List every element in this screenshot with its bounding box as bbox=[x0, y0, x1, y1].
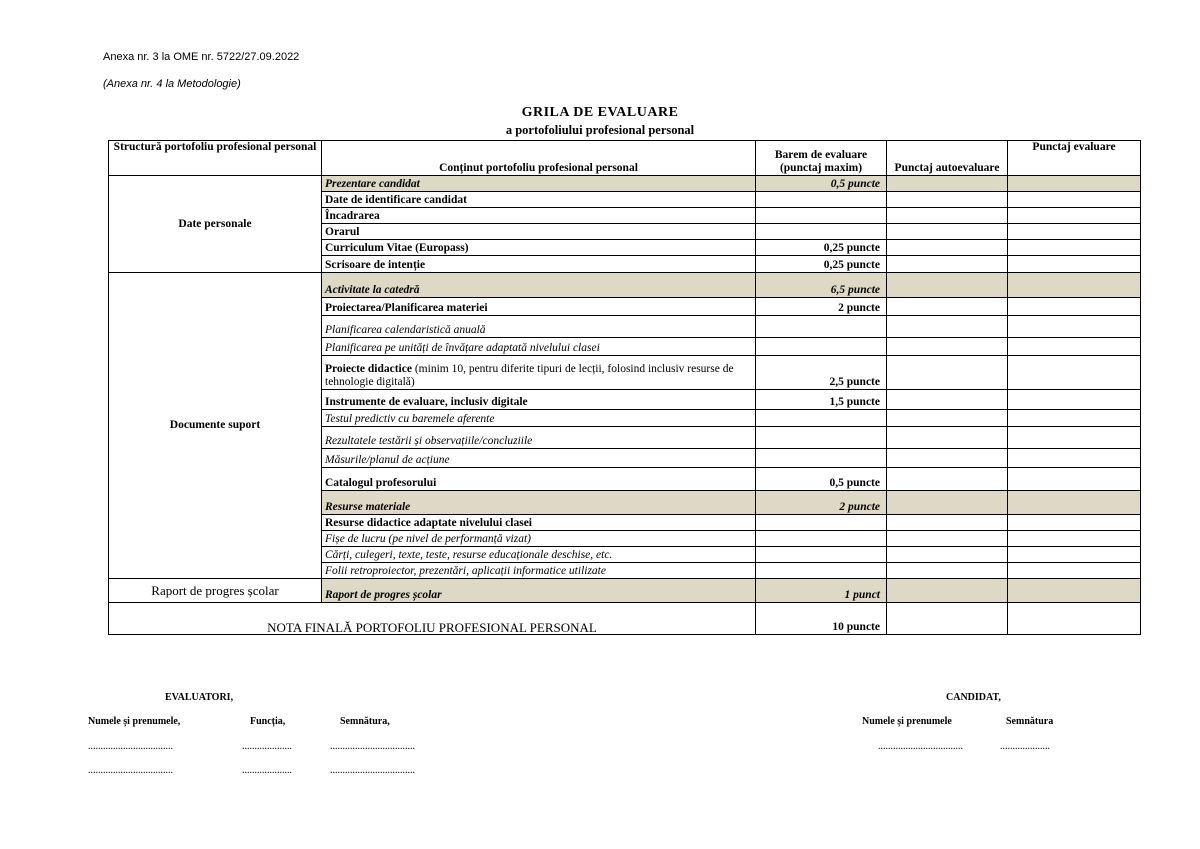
table-row bbox=[109, 273, 1141, 298]
eval-score-cell[interactable] bbox=[1008, 356, 1141, 390]
eval-score-cell[interactable] bbox=[1008, 240, 1141, 256]
row-text: Scrisoare de intenție bbox=[322, 256, 756, 273]
row-text: Orarul bbox=[322, 224, 756, 240]
eval-score-cell[interactable] bbox=[1008, 208, 1141, 224]
final-row bbox=[109, 603, 1141, 635]
eval-score-cell[interactable] bbox=[1008, 563, 1141, 579]
row-points bbox=[756, 208, 887, 224]
row-points: 1,5 puncte bbox=[756, 390, 887, 410]
eval-score-cell[interactable] bbox=[1008, 338, 1141, 356]
row-text: Catalogul profesorului bbox=[322, 468, 756, 491]
final-eval-score-cell[interactable] bbox=[1008, 603, 1141, 635]
eval-score-cell[interactable] bbox=[1008, 273, 1141, 298]
row-text: Resurse materiale bbox=[322, 491, 756, 515]
self-score-cell[interactable] bbox=[887, 298, 1008, 316]
eval-score-cell[interactable] bbox=[1008, 468, 1141, 491]
eval-score-cell[interactable] bbox=[1008, 427, 1141, 449]
row-points: 6,5 puncte bbox=[756, 273, 887, 298]
row-points bbox=[756, 224, 887, 240]
row-points: 0,5 puncte bbox=[756, 468, 887, 491]
row-text: Resurse didactice adaptate nivelului clasei bbox=[322, 515, 756, 531]
final-self-score-cell[interactable] bbox=[887, 603, 1008, 635]
evaluator-1-name-field[interactable]: .................................. bbox=[88, 741, 173, 752]
column-header-barem: Barem de evaluare (punctaj maxim) bbox=[756, 141, 887, 176]
row-points: 1 punct bbox=[756, 579, 887, 603]
page-title: GRILA DE EVALUARE bbox=[521, 105, 679, 120]
evaluator-2-signature-field[interactable]: .................................. bbox=[330, 765, 415, 776]
evaluator-1-signature-field[interactable]: .................................. bbox=[330, 741, 415, 752]
eval-score-cell[interactable] bbox=[1008, 449, 1141, 468]
row-points bbox=[756, 410, 887, 427]
evaluator-1-function-field[interactable]: .................... bbox=[242, 741, 292, 752]
evaluation-grid bbox=[108, 140, 1141, 635]
evaluator-function-label: Funcția, bbox=[250, 716, 286, 727]
row-text: Cărți, culegeri, texte, teste, resurse educaționale deschise, etc. bbox=[322, 547, 756, 563]
row-text-didactic-projects bbox=[322, 356, 756, 390]
group-personal-data: Date personale bbox=[109, 176, 322, 273]
eval-score-cell[interactable] bbox=[1008, 176, 1141, 192]
row-points: 2 puncte bbox=[756, 298, 887, 316]
row-points bbox=[756, 515, 887, 531]
row-points bbox=[756, 427, 887, 449]
row-text: Curriculum Vitae (Europass) bbox=[322, 240, 756, 256]
candidate-heading: CANDIDAT, bbox=[946, 692, 1001, 703]
row-text: Fișe de lucru (pe nivel de performanță vizat) bbox=[322, 531, 756, 547]
row-points bbox=[756, 449, 887, 468]
evaluator-2-name-field[interactable]: .................................. bbox=[88, 765, 173, 776]
evaluator-2-function-field[interactable]: .................... bbox=[242, 765, 292, 776]
column-header-structure: Structură portofoliu profesional personal bbox=[109, 141, 322, 176]
row-text: Instrumente de evaluare, inclusiv digitale bbox=[322, 390, 756, 410]
self-score-cell[interactable] bbox=[887, 356, 1008, 390]
row-text: Planificarea pe unități de învățare adaptată nivelului clasei bbox=[322, 338, 756, 356]
self-score-cell[interactable] bbox=[887, 273, 1008, 298]
candidate-signature-label: Semnătura bbox=[1006, 716, 1054, 727]
row-points: 2 puncte bbox=[756, 491, 887, 515]
final-grade-points: 10 puncte bbox=[756, 603, 887, 635]
self-score-cell[interactable] bbox=[887, 491, 1008, 515]
row-text: Prezentare candidat bbox=[322, 176, 756, 192]
self-score-cell[interactable] bbox=[887, 316, 1008, 338]
candidate-name-label: Numele și prenumele bbox=[862, 716, 952, 727]
row-text: Activitate la catedră bbox=[322, 273, 756, 298]
group-progress-report: Raport de progres școlar bbox=[109, 579, 322, 603]
evaluators-heading: EVALUATORI, bbox=[165, 692, 234, 703]
row-points bbox=[756, 547, 887, 563]
row-text: Proiectarea/Planificarea materiei bbox=[322, 298, 756, 316]
column-header-evaluation: Punctaj evaluare bbox=[1008, 141, 1141, 176]
self-score-cell[interactable] bbox=[887, 192, 1008, 208]
table-row bbox=[109, 579, 1141, 603]
row-points: 2,5 puncte bbox=[756, 356, 887, 390]
self-score-cell[interactable] bbox=[887, 449, 1008, 468]
self-score-cell[interactable] bbox=[887, 256, 1008, 273]
self-score-cell[interactable] bbox=[887, 410, 1008, 427]
row-text: Folii retroproiector, prezentări, aplicații informatice utilizate bbox=[322, 563, 756, 579]
self-score-cell[interactable] bbox=[887, 515, 1008, 531]
eval-score-cell[interactable] bbox=[1008, 531, 1141, 547]
eval-score-cell[interactable] bbox=[1008, 410, 1141, 427]
row-text: Planificarea calendaristică anuală bbox=[322, 316, 756, 338]
self-score-cell[interactable] bbox=[887, 547, 1008, 563]
page-subtitle: a portofoliului profesional personal bbox=[505, 123, 695, 137]
eval-score-cell[interactable] bbox=[1008, 491, 1141, 515]
eval-score-cell[interactable] bbox=[1008, 316, 1141, 338]
self-score-cell[interactable] bbox=[887, 208, 1008, 224]
eval-score-cell[interactable] bbox=[1008, 192, 1141, 208]
row-points bbox=[756, 338, 887, 356]
self-score-cell[interactable] bbox=[887, 176, 1008, 192]
row-text: Date de identificare candidat bbox=[322, 192, 756, 208]
table-row bbox=[109, 176, 1141, 192]
row-text: Măsurile/planul de acțiune bbox=[322, 449, 756, 468]
eval-score-cell[interactable] bbox=[1008, 256, 1141, 273]
eval-score-cell[interactable] bbox=[1008, 390, 1141, 410]
self-score-cell[interactable] bbox=[887, 390, 1008, 410]
evaluator-signature-label: Semnătura, bbox=[340, 716, 390, 727]
self-score-cell[interactable] bbox=[887, 563, 1008, 579]
table-header-row bbox=[109, 141, 1141, 176]
final-grade-label: NOTA FINALĂ PORTOFOLIU PROFESIONAL PERSONAL bbox=[109, 603, 756, 635]
row-text-bold: Proiecte didactice bbox=[325, 363, 412, 375]
eval-score-cell[interactable] bbox=[1008, 547, 1141, 563]
self-score-cell[interactable] bbox=[887, 224, 1008, 240]
self-score-cell[interactable] bbox=[887, 338, 1008, 356]
row-points bbox=[756, 316, 887, 338]
self-score-cell[interactable] bbox=[887, 468, 1008, 491]
eval-score-cell[interactable] bbox=[1008, 579, 1141, 603]
self-score-cell[interactable] bbox=[887, 579, 1008, 603]
row-points: 0,5 puncte bbox=[756, 176, 887, 192]
methodology-reference: (Anexa nr. 4 la Metodologie) bbox=[103, 78, 241, 90]
row-points bbox=[756, 563, 887, 579]
row-points bbox=[756, 531, 887, 547]
row-text: Testul predictiv cu baremele aferente bbox=[322, 410, 756, 427]
row-text: Raport de progres școlar bbox=[322, 579, 756, 603]
self-score-cell[interactable] bbox=[887, 427, 1008, 449]
row-points bbox=[756, 192, 887, 208]
self-score-cell[interactable] bbox=[887, 531, 1008, 547]
eval-score-cell[interactable] bbox=[1008, 515, 1141, 531]
row-points: 0,25 puncte bbox=[756, 240, 887, 256]
column-header-self-evaluation: Punctaj autoevaluare bbox=[887, 141, 1008, 176]
eval-score-cell[interactable] bbox=[1008, 224, 1141, 240]
self-score-cell[interactable] bbox=[887, 240, 1008, 256]
row-text: Încadrarea bbox=[322, 208, 756, 224]
candidate-signature-field[interactable]: .................... bbox=[1000, 741, 1050, 752]
row-text-rest: (minim 10, pentru diferite tipuri de lecții, folosind inclusiv resurse de tehnologie digitală) bbox=[325, 363, 734, 388]
row-text: Rezultatele testării și observațiile/concluziile bbox=[322, 427, 756, 449]
annex-reference: Anexa nr. 3 la OME nr. 5722/27.09.2022 bbox=[103, 51, 300, 63]
group-support-documents: Documente suport bbox=[109, 273, 322, 579]
evaluator-name-label: Numele și prenumele, bbox=[88, 716, 181, 727]
eval-score-cell[interactable] bbox=[1008, 298, 1141, 316]
column-header-content: Conținut portofoliu profesional personal bbox=[322, 141, 756, 176]
row-points: 0,25 puncte bbox=[756, 256, 887, 273]
candidate-name-field[interactable]: .................................. bbox=[878, 741, 963, 752]
